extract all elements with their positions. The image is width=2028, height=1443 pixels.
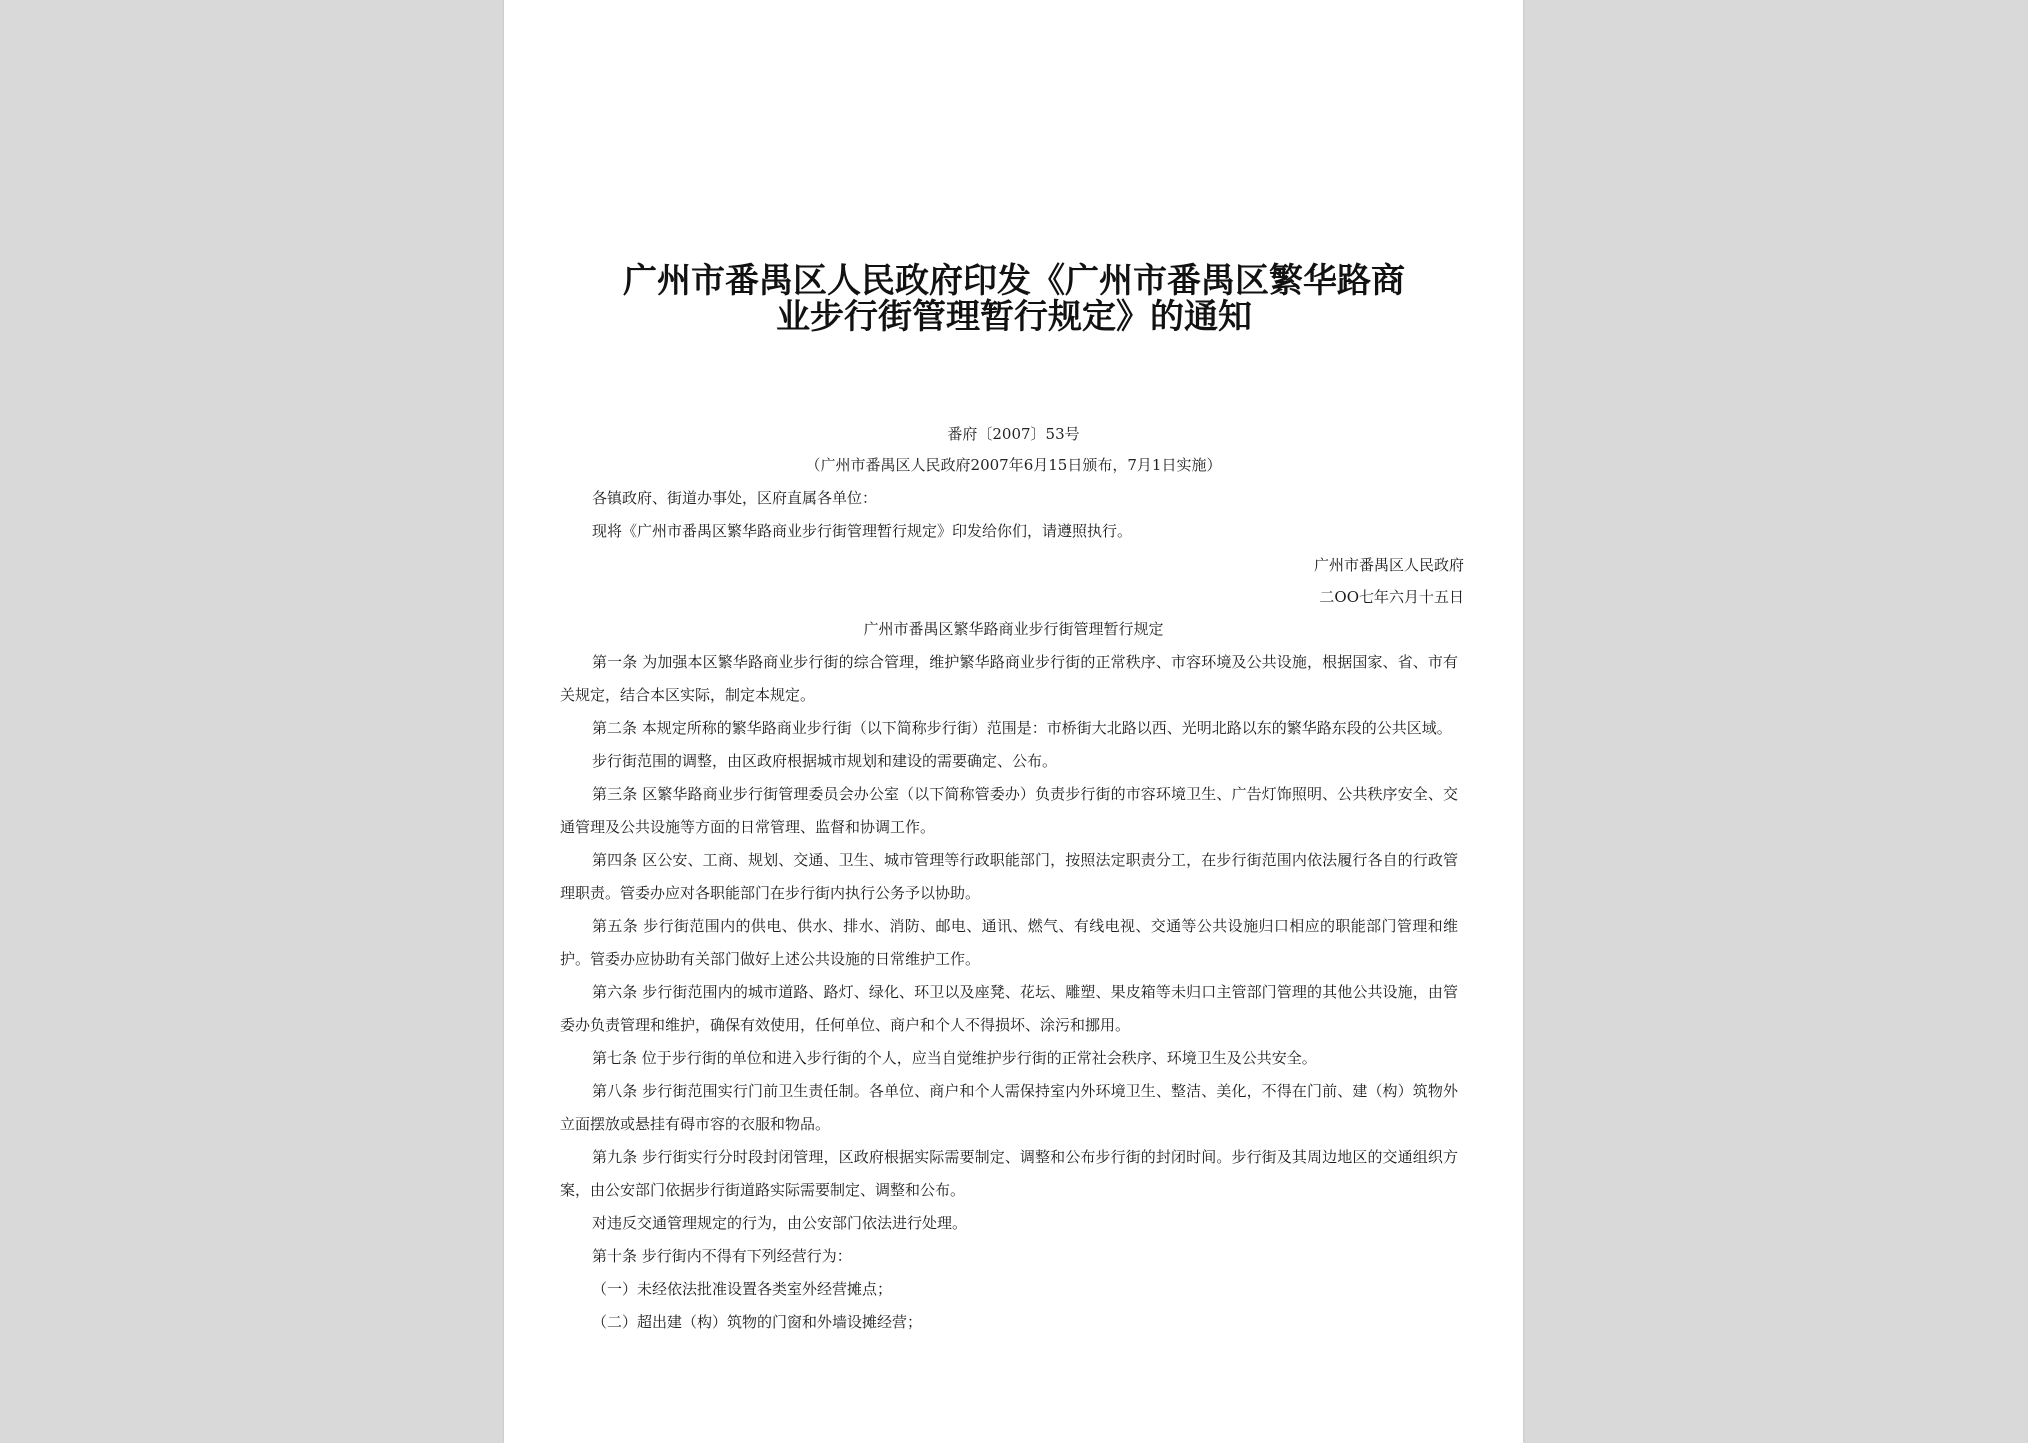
- addressee-block: [560, 482, 1458, 548]
- rule-paragraph: 第七条 位于步行街的单位和进入步行街的个人，应当自觉维护步行街的正常社会秩序、环境卫生及公共安全。: [592, 1049, 1317, 1067]
- rule-paragraph: 第二条 本规定所称的繁华路商业步行街（以下简称步行街）范围是：市桥街大北路以西、光明北路以东的繁华路东段的公共区域。: [592, 719, 1452, 737]
- rule-paragraph: （二）超出建（构）筑物的门窗和外墙设摊经营；: [592, 1313, 923, 1331]
- document-page: [504, 0, 1523, 1443]
- rule-paragraph: 第十条 步行街内不得有下列经营行为：: [592, 1247, 852, 1265]
- rule-paragraph: 第六条 步行街范围内的城市道路、路灯、绿化、环卫以及座凳、花坛、雕塑、果皮箱等未归口主管部门管理的其他公共设施，由管委办负责管理和维护，确保有效使用，任何单位、商户和个人不得损坏、涂污和挪用。: [560, 983, 1458, 1034]
- signing-date: 二OO七年六月十五日: [1319, 588, 1464, 606]
- addressee-line: 各镇政府、街道办事处，区府直属各单位：: [592, 489, 878, 507]
- document-title-line-2: 业步行街管理暂行规定》的通知: [776, 297, 1252, 337]
- rules-title: 广州市番禺区繁华路商业步行街管理暂行规定: [863, 620, 1164, 638]
- rule-paragraph: 第四条 区公安、工商、规划、交通、卫生、城市管理等行政职能部门，按照法定职责分工，在步行街范围内依法履行各自的行政管理职责。管委办应对各职能部门在步行街内执行公务予以协助。: [560, 851, 1458, 902]
- rules-body: [560, 646, 1458, 1339]
- rule-paragraph: 步行街范围的调整，由区政府根据城市规划和建设的需要确定、公布。: [592, 752, 1058, 770]
- document-title-line-1: 广州市番禺区人民政府印发《广州市番禺区繁华路商: [623, 261, 1405, 301]
- signatory: 广州市番禺区人民政府: [1313, 556, 1464, 574]
- rule-paragraph: 第九条 步行街实行分时段封闭管理，区政府根据实际需要制定、调整和公布步行街的封闭时间。步行街及其周边地区的交通组织方案，由公安部门依据步行街道路实际需要制定、调整和公布。: [560, 1148, 1458, 1199]
- issued-note: （广州市番禺区人民政府2007年6月15日颁布，7月1日实施）: [805, 456, 1222, 474]
- rule-paragraph: 第三条 区繁华路商业步行街管理委员会办公室（以下简称管委办）负责步行街的市容环境卫生、广告灯饰照明、公共秩序安全、交通管理及公共设施等方面的日常管理、监督和协调工作。: [560, 785, 1458, 836]
- document-number: 番府〔2007〕53号: [947, 425, 1080, 443]
- intro-paragraph: 现将《广州市番禺区繁华路商业步行街管理暂行规定》印发给你们，请遵照执行。: [592, 522, 1133, 540]
- rule-paragraph: 第五条 步行街范围内的供电、供水、排水、消防、邮电、通讯、燃气、有线电视、交通等公共设施归口相应的职能部门管理和维护。管委办应协助有关部门做好上述公共设施的日常维护工作。: [560, 917, 1458, 968]
- rule-paragraph: （一）未经依法批准设置各类室外经营摊点；: [592, 1280, 893, 1298]
- rule-paragraph: 对违反交通管理规定的行为，由公安部门依法进行处理。: [592, 1214, 968, 1232]
- rule-paragraph: 第八条 步行街范围实行门前卫生责任制。各单位、商户和个人需保持室内外环境卫生、整洁、美化，不得在门前、建（构）筑物外立面摆放或悬挂有碍市容的衣服和物品。: [560, 1082, 1458, 1133]
- rule-paragraph: 第一条 为加强本区繁华路商业步行街的综合管理，维护繁华路商业步行街的正常秩序、市容环境及公共设施，根据国家、省、市有关规定，结合本区实际，制定本规定。: [560, 653, 1458, 704]
